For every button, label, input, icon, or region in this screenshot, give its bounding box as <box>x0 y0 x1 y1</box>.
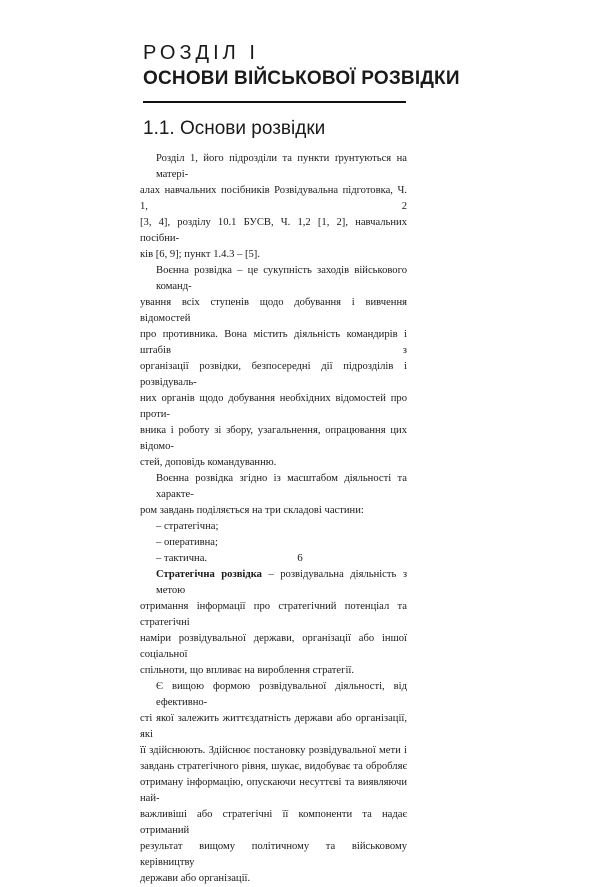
text-line: ків [6, 9]; пункт 1.4.3 – [5]. <box>140 249 260 260</box>
text-line: наміри розвідувальної держави, організації або іншої соціальної <box>140 633 407 660</box>
chapter-divider <box>143 101 406 103</box>
text-line: отримання інформації про стратегічний потенціал та стратегічні <box>140 601 407 628</box>
text-line: Є вищою формою розвідувальної діяльності, від ефективно- <box>156 681 407 708</box>
text-line: сті якої залежить життєздатність держави або організації, які <box>140 713 407 740</box>
list-item: – оперативна; <box>156 537 218 548</box>
text-line: Воєнна розвідка – це сукупність заходів військового команд- <box>156 265 407 292</box>
text-line: отриману інформацію, опускаючи несуттєві та виявляючи най- <box>140 777 407 804</box>
body-text <box>140 151 407 887</box>
text-line: спільноти, що впливає на вироблення стратегії. <box>140 665 355 676</box>
term-strategic-intelligence: Стратегічна розвідка <box>156 569 262 580</box>
chapter-title: ОСНОВИ ВІЙСЬКОВОЇ РОЗВІДКИ <box>143 68 460 89</box>
list-item: – стратегічна; <box>156 521 219 532</box>
text-line: алах навчальних посібників Розвідувальна підготовка, Ч. 1, 2 <box>140 185 407 212</box>
page-number: 6 <box>297 552 303 564</box>
text-line: її здійснюють. Здійснює постановку розвідувальної мети і <box>140 745 407 756</box>
paragraph <box>140 679 407 887</box>
chapter-label: РОЗДІЛ І <box>143 42 259 64</box>
text-line: Розділ 1, його підрозділи та пункти ґрунтуються на матері- <box>156 153 407 180</box>
text-line: Воєнна розвідка згідно із масштабом діяльності та характе- <box>156 473 407 500</box>
text-line: організації розвідки, безпосередні дії підрозділів і розвідуваль- <box>140 361 407 388</box>
text-line: стей, доповідь командуванню. <box>140 457 277 468</box>
paragraph <box>140 263 407 471</box>
section-title: 1.1. Основи розвідки <box>143 118 326 139</box>
list-item: – тактична. <box>156 553 208 564</box>
text-line: держави або організації. <box>140 873 251 884</box>
text-line: ром завдань поділяється на три складові частини: <box>140 505 364 516</box>
text-line: завдань стратегічного рівня, шукає, видобуває та обробляє <box>140 761 407 772</box>
text-line: важливіші або стратегічні її компоненти та надає отриманий <box>140 809 407 836</box>
text-line: них органів щодо добування необхідних відомостей про проти- <box>140 393 407 420</box>
text-line: вника і роботу зі збору, узагальнення, опрацювання цих відомо- <box>140 425 407 452</box>
paragraph <box>140 567 407 679</box>
text-line <box>140 567 407 599</box>
text-line: про противника. Вона містить діяльність командирів і штабів з <box>140 329 407 356</box>
text-fragment: – розвідувальна діяльність з метою <box>156 569 408 596</box>
text-line: результат вищому політичному та військовому керівництву <box>140 841 407 868</box>
text-line: [3, 4], розділу 10.1 БУСВ, Ч. 1,2 [1, 2], навчальних посібни- <box>140 217 407 244</box>
paragraph <box>140 151 407 263</box>
paragraph <box>140 471 407 519</box>
text-line: ування всіх ступенів щодо добування і вивчення відомостей <box>140 297 407 324</box>
